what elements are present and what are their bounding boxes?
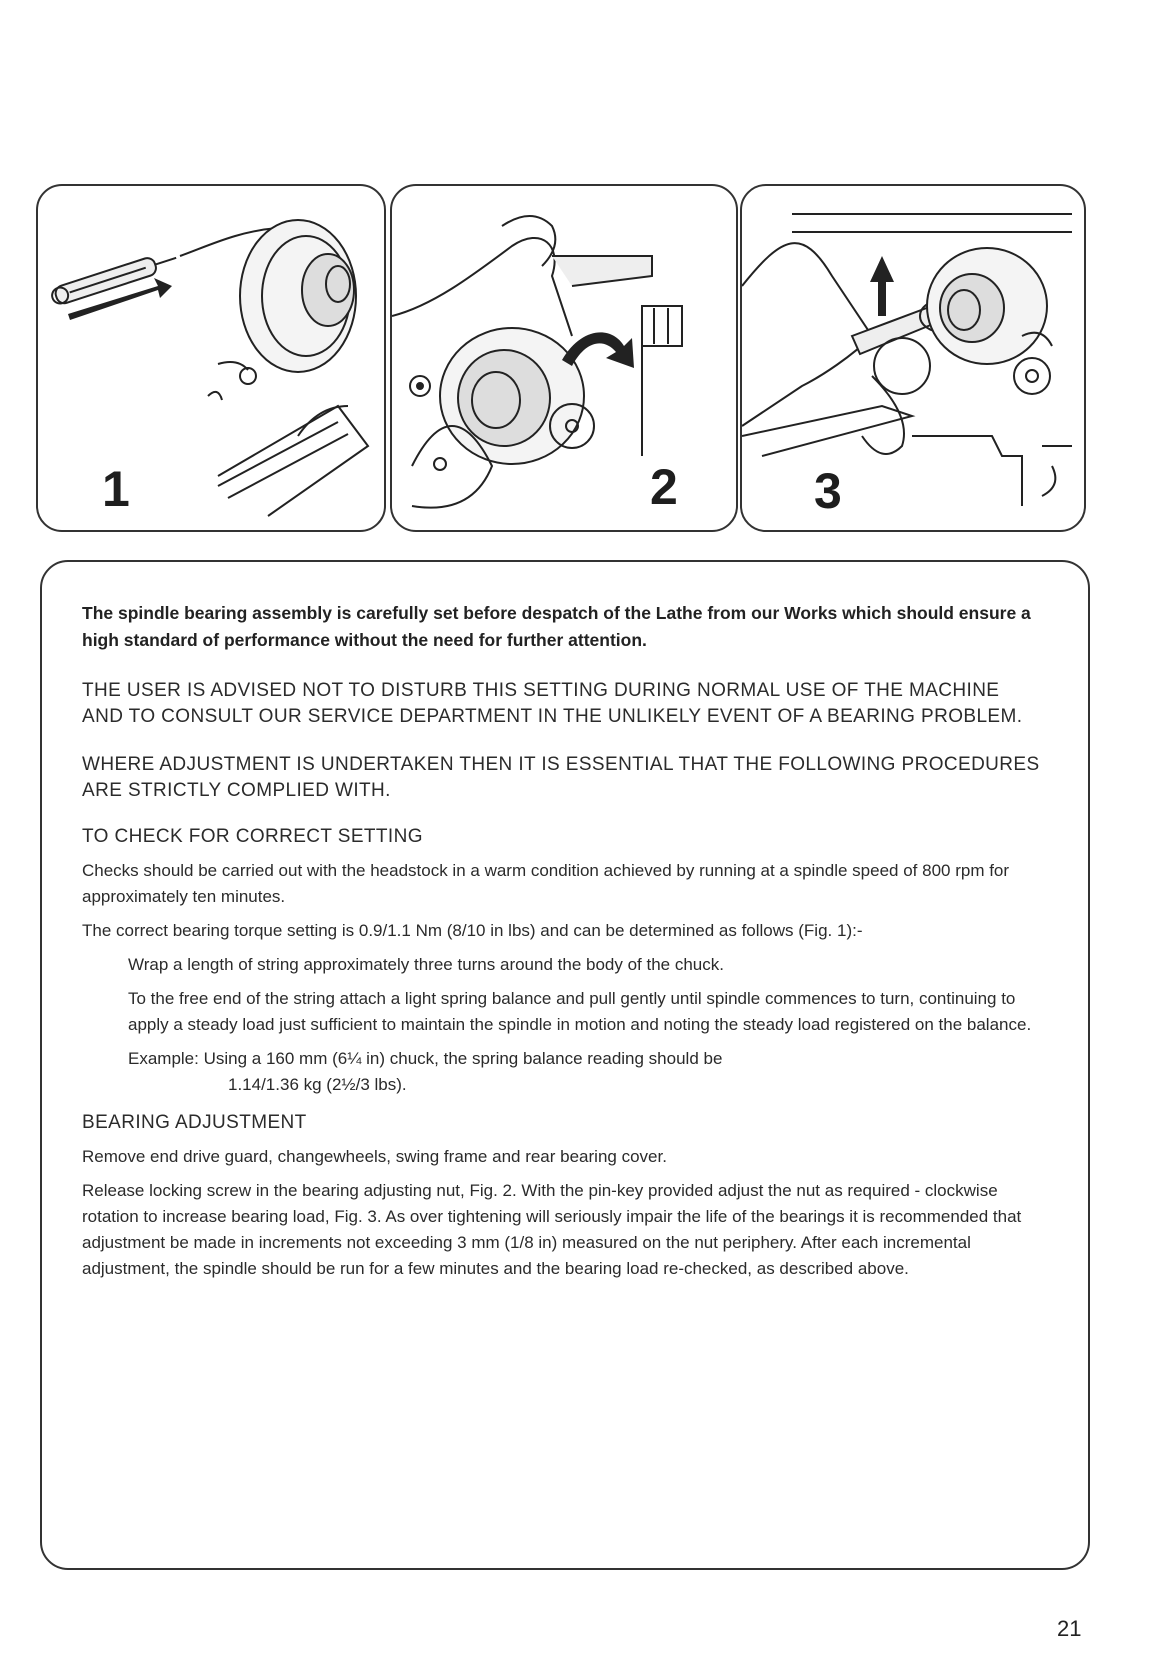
figure-1	[36, 184, 386, 532]
intro-paragraph: The spindle bearing assembly is carefully set before despatch of the Lathe from our Works which should ensure a high standard of performance without the need for further attention.	[82, 603, 1031, 650]
example-line-2: 1.14/1.36 kg (2½/3 lbs).	[228, 1075, 407, 1094]
figure-number: 3	[814, 463, 842, 519]
check-paragraph-2: The correct bearing torque setting is 0.9/1.1 Nm (8/10 in lbs) and can be determined as follows (Fig. 1):-	[82, 921, 863, 940]
adjust-paragraph-1: Remove end drive guard, changewheels, swing frame and rear bearing cover.	[82, 1147, 667, 1166]
check-step-1: Wrap a length of string approximately three turns around the body of the chuck.	[128, 955, 724, 974]
figure-number: 2	[650, 459, 678, 515]
adjust-heading: BEARING ADJUSTMENT	[82, 1112, 307, 1133]
adjust-paragraph-2: Release locking screw in the bearing adjusting nut, Fig. 2. With the pin-key provided adjust the nut as required - clockwise rotation to increase bearing load, Fig. 3. As over tightening will seriously impair the life of the bearings it is recommended that adjustment be made in increments not exceeding 3 mm (1/8 in) measured on the nut periphery. After each incremental adjustment, the spindle should be run for a few minutes and the bearing load re-checked, as described above.	[82, 1181, 1022, 1278]
figure-2	[390, 184, 738, 532]
page-number: 21	[1057, 1616, 1082, 1641]
check-heading: TO CHECK FOR CORRECT SETTING	[82, 826, 423, 847]
check-paragraph-1: Checks should be carried out with the headstock in a warm condition achieved by running at a spindle speed of 800 rpm for approximately ten minutes.	[82, 861, 1010, 906]
example-line-1: Using a 160 mm (6¼ in) chuck, the spring balance reading should be	[203, 1049, 723, 1068]
check-step-2: To the free end of the string attach a light spring balance and pull gently until spindle commences to turn, continuing to apply a steady load just sufficient to maintain the spindle in motion and noting the steady load registered on the balance.	[128, 989, 1032, 1034]
check-example	[128, 1046, 1042, 1098]
releasing-locking-screw-illustration	[392, 186, 736, 530]
figure-3	[740, 184, 1086, 532]
notice-disturb-setting: THE USER IS ADVISED NOT TO DISTURB THIS SETTING DURING NORMAL USE OF THE MACHINE AND TO CONSULT OUR SERVICE DEPARTMENT IN THE UNLIKELY EVENT OF A BEARING PROBLEM.	[82, 680, 1023, 727]
pin-key-adjustment-illustration	[742, 186, 1084, 530]
figure-number: 1	[102, 461, 130, 517]
example-label: Example:	[128, 1049, 199, 1068]
spring-balance-on-chuck-illustration	[38, 186, 384, 530]
instructions-content	[82, 600, 1042, 1290]
notice-procedures: WHERE ADJUSTMENT IS UNDERTAKEN THEN IT IS ESSENTIAL THAT THE FOLLOWING PROCEDURES ARE STRICTLY COMPLIED WITH.	[82, 754, 1040, 801]
